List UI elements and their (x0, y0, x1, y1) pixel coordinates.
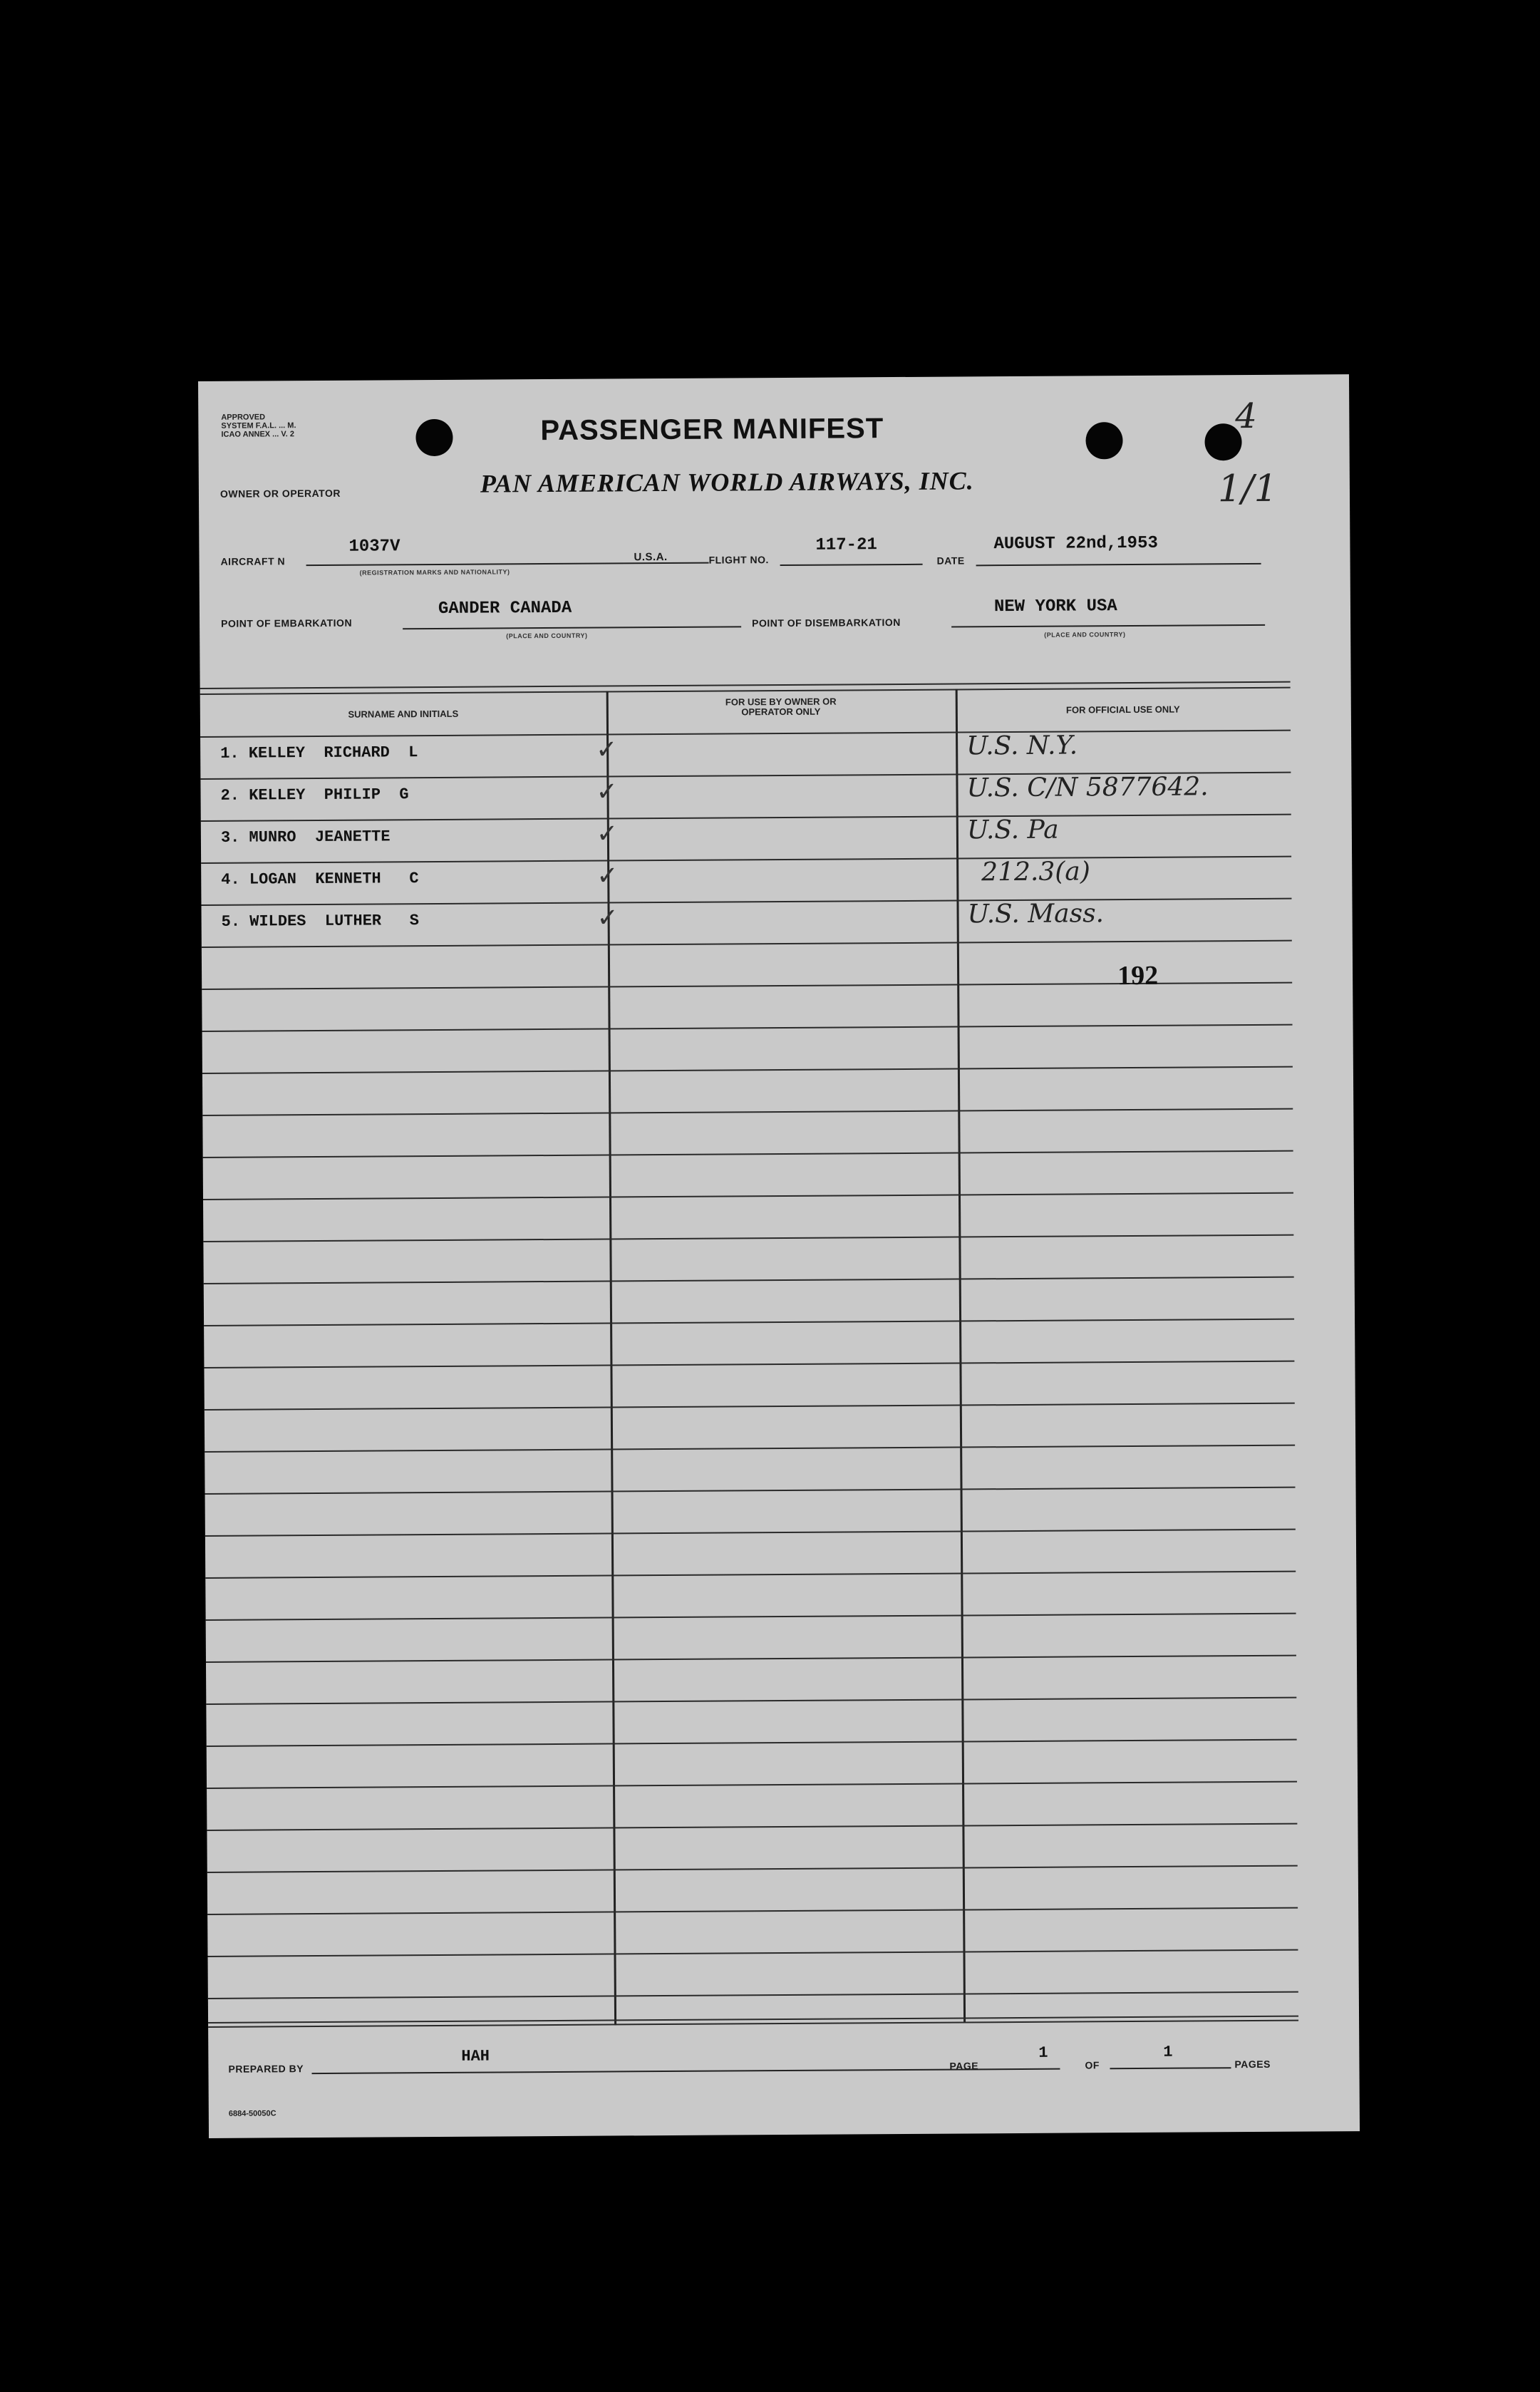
embarkation-label: POINT OF EMBARKATION (221, 617, 353, 629)
passenger-name: 1. KELLEY RICHARD L (220, 743, 418, 763)
row-rule (201, 856, 1291, 864)
row-rule (203, 1192, 1293, 1200)
aircraft-sub: (REGISTRATION MARKS AND NATIONALITY) (359, 568, 510, 577)
approval-line: APPROVED (221, 413, 266, 422)
usa-label: U.S.A. (634, 550, 668, 564)
owner-label: OWNER OR OPERATOR (219, 487, 341, 500)
corner-fraction: 1/1 (1217, 467, 1278, 511)
row-rule (203, 1150, 1293, 1158)
date-label: DATE (936, 555, 965, 567)
form-title: PASSENGER MANIFEST (540, 413, 884, 447)
flight-value: 117-21 (815, 535, 877, 555)
embarkation-sub: (PLACE AND COUNTRY) (506, 631, 588, 640)
passenger-name: 5. WILDES LUTHER S (221, 912, 419, 931)
row-rule (206, 1613, 1296, 1621)
page-label: PAGE (949, 2060, 979, 2072)
prepared-value: HAH (461, 2047, 490, 2066)
row-rule (205, 1487, 1296, 1495)
column-divider (956, 689, 966, 2023)
form-code: 6884-50050C (228, 2109, 277, 2118)
row-rule (207, 1739, 1297, 1747)
aircraft-label: AIRCRAFT N (220, 555, 286, 567)
pages-label: PAGES (1234, 2058, 1271, 2071)
date-value: AUGUST 22nd,1953 (993, 533, 1158, 555)
disembarkation-value: NEW YORK USA (993, 597, 1117, 617)
passenger-name: 4. LOGAN KENNETH C (221, 870, 419, 889)
row-rule (207, 1949, 1298, 1957)
row-rule (204, 1319, 1294, 1326)
corner-note: 4 (1235, 396, 1258, 437)
embarkation-underline (403, 626, 741, 629)
row-rule (203, 1234, 1293, 1242)
check-mark: ✓ (596, 819, 619, 849)
row-rule (202, 1108, 1293, 1116)
row-rule (205, 1445, 1295, 1453)
row-rule (201, 814, 1291, 822)
aircraft-value: 1037V (348, 537, 400, 557)
flight-underline (780, 564, 923, 566)
row-rule (207, 1907, 1298, 1915)
column-header-surname: SURNAME AND INITIALS (348, 708, 459, 720)
row-rule (207, 1781, 1297, 1789)
row-rule (205, 1571, 1296, 1579)
official-note: U.S. C/N 5877642. (966, 772, 1209, 803)
official-note: U.S. Pa (966, 815, 1059, 845)
official-note: U.S. N.Y. (966, 731, 1078, 761)
punch-hole-right (1085, 422, 1122, 459)
column-divider (606, 691, 616, 2025)
row-rule (204, 1277, 1294, 1284)
row-rule (206, 1697, 1296, 1705)
prepared-underline (311, 2068, 1060, 2074)
row-rule (207, 1865, 1298, 1873)
embarkation-value: GANDER CANADA (438, 598, 572, 619)
row-rule (202, 1066, 1293, 1074)
row-rule (205, 1403, 1295, 1411)
row-rule (206, 1655, 1296, 1663)
disembarkation-underline (951, 624, 1265, 628)
check-mark: ✓ (596, 777, 618, 807)
check-mark: ✓ (596, 903, 619, 933)
approval-block (221, 413, 296, 439)
pages-underline (1110, 2067, 1231, 2069)
row-rule (201, 898, 1291, 906)
row-rule (200, 730, 1291, 738)
official-note: U.S. Mass. (967, 899, 1105, 929)
manifest-sheet (198, 374, 1360, 2138)
row-rule (208, 1991, 1298, 1999)
official-note: 212.3(a) (981, 857, 1090, 887)
date-underline (976, 563, 1261, 566)
disembarkation-sub: (PLACE AND COUNTRY) (1044, 631, 1126, 639)
approval-line: ICAO ANNEX ... V. 2 (221, 430, 294, 439)
row-rule (202, 1024, 1293, 1032)
stamp-number: 192 (1117, 960, 1159, 991)
check-mark: ✓ (596, 735, 618, 765)
row-rule (202, 940, 1292, 948)
page-value: 1 (1038, 2043, 1048, 2062)
row-rule (207, 1823, 1297, 1831)
column-header-owner: FOR USE BY OWNER OR OPERATOR ONLY (725, 696, 837, 718)
passenger-name: 2. KELLEY PHILIP G (220, 785, 409, 805)
passenger-table (200, 681, 1298, 2028)
passenger-name: 3. MUNRO JEANETTE (220, 828, 391, 847)
table-bottom-rule (208, 2016, 1298, 2024)
punch-hole-left (415, 419, 453, 456)
prepared-label: PREPARED BY (228, 2063, 304, 2075)
row-rule (205, 1529, 1296, 1537)
check-mark: ✓ (596, 861, 619, 891)
disembarkation-label: POINT OF DISEMBARKATION (752, 616, 901, 629)
of-label: OF (1085, 2059, 1100, 2071)
flight-label: FLIGHT NO. (708, 554, 769, 566)
approval-line: SYSTEM F.A.L. ... M. (221, 421, 296, 431)
row-rule (204, 1361, 1294, 1368)
pages-value: 1 (1163, 2043, 1173, 2061)
owner-name: PAN AMERICAN WORLD AIRWAYS, INC. (480, 466, 974, 498)
column-header-official: FOR OFFICIAL USE ONLY (1065, 703, 1180, 716)
